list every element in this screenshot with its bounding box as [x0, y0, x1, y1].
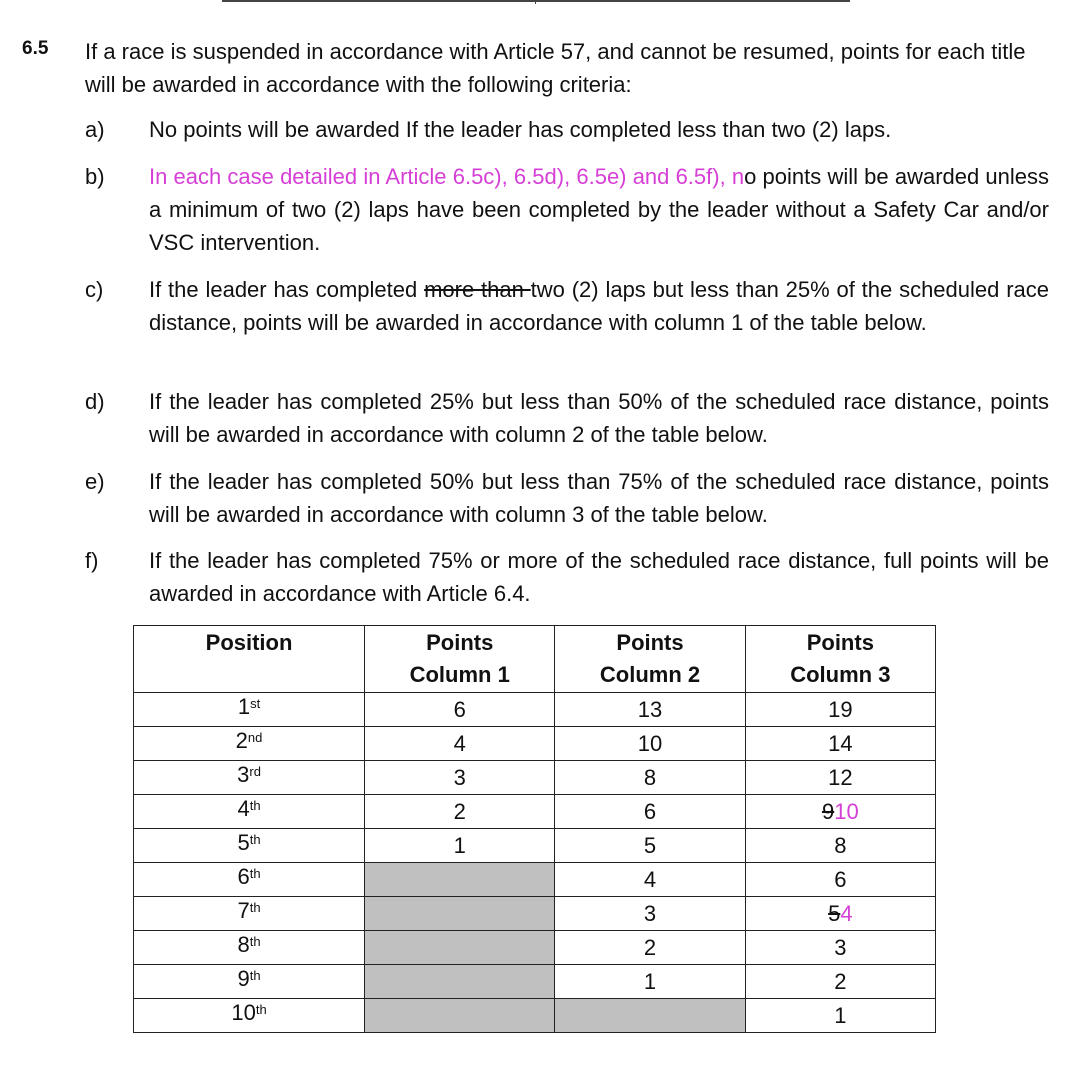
cell-column-2: 1: [555, 965, 745, 999]
cell-column-3: 19: [745, 693, 935, 727]
item-label: c): [85, 277, 104, 302]
inserted-text: In each case detailed in Article 6.5c), 6.5d), 6.5e) and 6.5f), n: [149, 164, 745, 189]
inserted-value: 10: [834, 799, 859, 824]
cell-column-1: [365, 863, 555, 897]
table-row: [134, 761, 936, 795]
item-text-rest: two (2) laps but less than 25% of the scheduled race distance, points will be awarded in accordance with column 1 of the table below.: [149, 277, 1049, 335]
cell-column-2: [555, 999, 745, 1033]
cell-position: 9th: [134, 965, 365, 999]
cell-column-3: 14: [745, 727, 935, 761]
table-row: [134, 897, 936, 931]
table-row: [134, 795, 936, 829]
item-label: d): [85, 389, 105, 414]
cell-column-3: [745, 795, 935, 829]
cell-column-1: 6: [365, 693, 555, 727]
top-rule-tick: [535, 0, 536, 4]
cell-column-1: 3: [365, 761, 555, 795]
item-text-rest: o points will be awarded unless a minimum of two (2) laps have been completed by the leader without a Safety Car and/or VSC intervention.: [149, 164, 1050, 255]
cell-position: 4th: [134, 795, 365, 829]
inserted-value: 4: [840, 901, 853, 926]
cell-column-3: 2: [745, 965, 935, 999]
table-row: [134, 999, 936, 1033]
deleted-text: more than: [424, 277, 531, 302]
section-number: 6.5: [22, 38, 49, 59]
cell-position: 5th: [134, 829, 365, 863]
cell-column-2: 3: [555, 897, 745, 931]
header-column-1: Points Column 1: [365, 626, 555, 693]
cell-column-2: 8: [555, 761, 745, 795]
table-row: [134, 829, 936, 863]
table-row: [134, 965, 936, 999]
header-column-3: Points Column 3: [745, 626, 935, 693]
cell-position: 7th: [134, 897, 365, 931]
cell-column-2: 2: [555, 931, 745, 965]
item-text: If the leader has completed 75% or more of the scheduled race distance, full points will be awarded in accordance with Article 6.4.: [149, 548, 1049, 606]
item-text: [149, 160, 1049, 259]
item-label: a): [85, 117, 105, 142]
cell-position: 1st: [134, 693, 365, 727]
cell-column-1: [365, 999, 555, 1033]
header-position: Position: [134, 626, 365, 693]
top-rule: [222, 0, 850, 2]
item-text-start: If the leader has completed: [149, 277, 425, 302]
cell-position: 3rd: [134, 761, 365, 795]
cell-column-3: 8: [745, 829, 935, 863]
cell-column-1: [365, 897, 555, 931]
cell-column-1: 2: [365, 795, 555, 829]
deleted-value: 9: [821, 799, 835, 824]
table-row: [134, 931, 936, 965]
points-table: [133, 625, 936, 1033]
item-text: No points will be awarded If the leader has completed less than two (2) laps.: [149, 117, 892, 142]
table-row: [134, 863, 936, 897]
table-header-row: [134, 626, 936, 693]
table-row: [134, 727, 936, 761]
cell-column-1: 4: [365, 727, 555, 761]
cell-column-3: 3: [745, 931, 935, 965]
cell-column-2: 6: [555, 795, 745, 829]
item-text: [149, 273, 1049, 339]
cell-column-1: [365, 931, 555, 965]
cell-position: 10th: [134, 999, 365, 1033]
cell-column-3: 12: [745, 761, 935, 795]
item-label: e): [85, 469, 105, 494]
section-intro: If a race is suspended in accordance with Article 57, and cannot be resumed, points for each title will be awarded in accordance with the following criteria:: [85, 39, 1026, 97]
table-row: [134, 693, 936, 727]
cell-column-3: [745, 897, 935, 931]
cell-position: 8th: [134, 931, 365, 965]
cell-column-3: 1: [745, 999, 935, 1033]
deleted-value: 5: [828, 901, 841, 926]
cell-column-1: 1: [365, 829, 555, 863]
cell-column-2: 5: [555, 829, 745, 863]
header-column-2: Points Column 2: [555, 626, 745, 693]
cell-column-2: 13: [555, 693, 745, 727]
item-text: If the leader has completed 50% but less than 75% of the scheduled race distance, points will be awarded in accordance with column 3 of the table below.: [149, 469, 1049, 527]
item-label: b): [85, 164, 105, 189]
cell-column-2: 4: [555, 863, 745, 897]
item-text: If the leader has completed 25% but less than 50% of the scheduled race distance, points will be awarded in accordance with column 2 of the table below.: [149, 389, 1049, 447]
item-label: f): [85, 548, 99, 573]
cell-position: 2nd: [134, 727, 365, 761]
cell-column-1: [365, 965, 555, 999]
cell-column-2: 10: [555, 727, 745, 761]
cell-position: 6th: [134, 863, 365, 897]
cell-column-3: 6: [745, 863, 935, 897]
